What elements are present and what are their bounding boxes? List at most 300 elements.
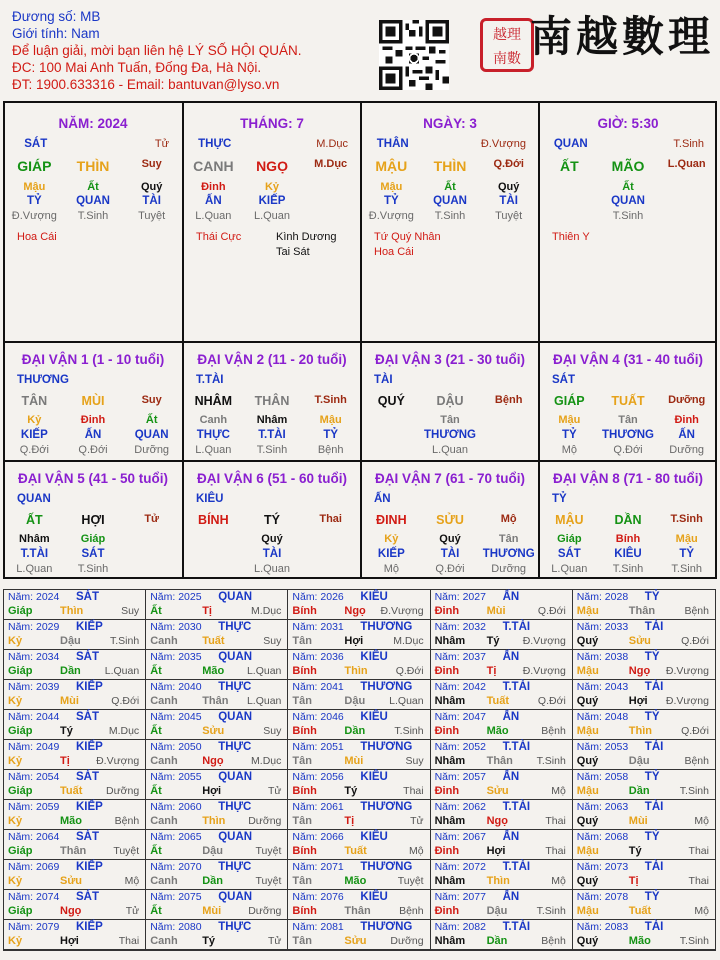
year-branch: Mão	[344, 875, 367, 887]
year-stage: Mộ	[551, 785, 566, 797]
year-label: Năm: 2056	[292, 771, 344, 783]
year-stem: Tân	[292, 935, 312, 947]
year-stage: M.Dục	[108, 725, 140, 737]
year-cell	[288, 680, 430, 710]
year-cell	[4, 710, 146, 740]
dai-van-stem-branch-row	[540, 513, 716, 527]
qr-code-icon[interactable]	[379, 20, 449, 90]
spacer	[657, 195, 716, 207]
year-branch: Tý	[202, 935, 216, 947]
year-label: Năm: 2074	[8, 891, 60, 903]
year-label: Năm: 2052	[434, 741, 486, 753]
heavenly-stem: ẤT	[560, 158, 579, 174]
hidden-ten-god: TÀI	[262, 548, 282, 560]
dai-van-6	[184, 462, 360, 579]
pillar-4	[540, 103, 716, 339]
year-stage: Dưỡng	[248, 815, 282, 827]
hidden-stem-row	[540, 533, 716, 545]
year-branch: Tị	[486, 665, 497, 677]
hidden-ten-god: T.TÀI	[20, 548, 49, 560]
year-stage: Dưỡng	[390, 935, 424, 947]
year-label: Năm: 2031	[292, 621, 344, 633]
year-stage: Tử	[410, 815, 424, 827]
shen-sha: Tứ Quý Nhân	[374, 231, 441, 243]
year-stage: Đ.Vượng	[522, 665, 566, 677]
hidden-stem: Quý	[261, 533, 283, 545]
year-cell	[146, 800, 288, 830]
year-stage: Tử	[125, 905, 140, 917]
year-stem: Mậu	[576, 665, 599, 677]
year-cell	[573, 860, 715, 890]
hidden-stage-row	[184, 444, 360, 456]
year-stage: Tử	[267, 935, 282, 947]
year-stem: Tân	[292, 635, 312, 647]
year-label: Năm: 2068	[576, 831, 629, 843]
hidden-stage: Dưỡng	[491, 563, 527, 575]
year-stage: Thai	[545, 815, 566, 827]
hidden-stage-row	[540, 210, 716, 222]
earthly-branch: MÃO	[611, 158, 645, 174]
year-stem: Đinh	[434, 785, 460, 797]
year-cell	[288, 740, 430, 770]
dai-van-stem-branch-row	[5, 513, 181, 527]
pillar-notes	[196, 230, 241, 245]
spacer	[301, 533, 360, 545]
year-stem: Giáp	[8, 665, 33, 677]
hidden-stage-row	[362, 210, 538, 222]
year-branch: Dần	[344, 725, 366, 737]
earthly-branch: NGỌ	[256, 158, 288, 174]
hidden-ten-god-row	[5, 195, 181, 207]
ten-god: SÁT	[24, 138, 48, 150]
year-label: Năm: 2051	[292, 741, 344, 753]
hidden-stage: L.Quan	[16, 563, 53, 575]
year-branch: Sửu	[202, 725, 225, 737]
year-branch: Thìn	[628, 725, 653, 737]
year-ten-god: SÁT	[76, 591, 99, 603]
year-stem: Mậu	[576, 785, 599, 797]
year-stage: Thai	[545, 845, 566, 857]
spacer	[479, 414, 538, 426]
hidden-stage-row	[5, 563, 181, 575]
pillar-2	[184, 103, 360, 339]
year-ten-god: T.TÀI	[502, 801, 531, 813]
year-stem: Giáp	[8, 725, 33, 737]
year-stage: Q.Đới	[395, 665, 424, 677]
year-ten-god: THỰC	[218, 681, 252, 693]
year-stage: Bệnh	[541, 935, 566, 947]
year-branch: Ngọ	[628, 665, 651, 677]
year-branch: Thìn	[344, 665, 368, 677]
year-ten-god: SÁT	[76, 651, 99, 663]
year-cell	[146, 920, 288, 950]
year-stem: Ất	[150, 905, 162, 917]
year-ten-god: ẤN	[502, 711, 520, 723]
year-label: Năm: 2030	[150, 621, 202, 633]
year-stem: Quý	[576, 755, 599, 767]
brand-title: 南越數理	[529, 12, 714, 61]
year-cell	[573, 710, 715, 740]
year-stage: T.Sinh	[536, 905, 566, 917]
year-stage: Dưỡng	[106, 785, 140, 797]
year-label: Năm: 2063	[576, 801, 629, 813]
hidden-stage: T.Sinh	[612, 210, 644, 222]
spacer	[184, 548, 243, 560]
stage: M.Dục	[316, 138, 348, 150]
year-ten-god: KIẾP	[76, 741, 103, 753]
hidden-ten-god: THƯƠNG	[424, 429, 476, 441]
year-ten-god: KIÊU	[360, 591, 388, 603]
spacer	[362, 414, 421, 426]
year-stem: Đinh	[434, 725, 460, 737]
year-cell	[4, 920, 146, 950]
year-label: Năm: 2060	[150, 801, 202, 813]
year-stage: Đ.Vượng	[665, 695, 709, 707]
year-cell	[288, 800, 430, 830]
year-label: Năm: 2055	[150, 771, 202, 783]
year-label: Năm: 2036	[292, 651, 344, 663]
year-stage: Tuyệt	[255, 875, 282, 887]
life-stage: Suy	[141, 394, 162, 406]
hidden-ten-god-row	[540, 429, 716, 441]
year-ten-god: T.TÀI	[502, 921, 531, 933]
hidden-stage-row	[540, 444, 716, 456]
year-label: Năm: 2028	[576, 591, 629, 603]
year-stem: Canh	[150, 755, 178, 767]
year-label: Năm: 2079	[8, 921, 60, 933]
hidden-ten-god-row	[540, 195, 716, 207]
year-label: Năm: 2029	[8, 621, 60, 633]
year-stage: T.Sinh	[679, 785, 709, 797]
hidden-stage: Dưỡng	[134, 444, 170, 456]
year-label: Năm: 2082	[434, 921, 486, 933]
heavenly-stem: MẬU	[555, 513, 584, 527]
dai-van-1	[5, 343, 181, 460]
hidden-stage: L.Quan	[431, 444, 469, 456]
year-cell	[146, 620, 288, 650]
year-stage: Mộ	[694, 815, 709, 827]
year-stage: T.Sinh	[679, 935, 709, 947]
year-cell	[4, 680, 146, 710]
year-stem: Đinh	[434, 905, 460, 917]
year-ten-god: THƯƠNG	[360, 741, 413, 753]
year-ten-god: T.TÀI	[502, 861, 531, 873]
year-ten-god: ẤN	[502, 891, 520, 903]
year-stage: L.Quan	[246, 695, 282, 707]
year-branch: Sửu	[628, 635, 651, 647]
spacer	[122, 563, 181, 575]
earthly-branch: DẦN	[614, 513, 642, 527]
year-ten-god: KIẾP	[76, 621, 103, 633]
annual-luck-grid	[3, 589, 716, 951]
pillar-stem-branch-row	[184, 158, 360, 174]
year-stem: Mậu	[576, 845, 599, 857]
dai-van-ten-god: KIÊU	[196, 493, 224, 505]
year-label: Năm: 2061	[292, 801, 344, 813]
year-stem: Ất	[150, 845, 162, 857]
hidden-stage: L.Quan	[253, 210, 291, 222]
hidden-stage: Q.Đới	[19, 444, 49, 456]
year-cell	[431, 740, 573, 770]
hidden-stem-row	[5, 533, 181, 545]
year-stem: Quý	[576, 635, 599, 647]
stage: T.Sinh	[673, 138, 704, 150]
year-ten-god: THƯƠNG	[360, 861, 413, 873]
life-stage: Q.Đới	[493, 158, 524, 170]
year-branch: Mùi	[486, 605, 506, 617]
year-cell	[431, 920, 573, 950]
hidden-ten-god: QUAN	[611, 195, 645, 207]
hidden-ten-god: TỶ	[561, 429, 577, 441]
hidden-stage: T.Sinh	[612, 563, 644, 575]
hidden-ten-god: SÁT	[81, 548, 105, 560]
year-branch: Tị	[202, 605, 212, 617]
hidden-stem: Ất	[622, 181, 634, 193]
hidden-ten-god: TÀI	[440, 548, 460, 560]
year-label: Năm: 2043	[576, 681, 629, 693]
hidden-stem: Mậu	[23, 181, 46, 193]
spacer	[602, 138, 653, 150]
year-stem: Nhâm	[434, 635, 466, 647]
year-stage: Q.Đới	[537, 605, 566, 617]
hidden-ten-god: QUAN	[134, 429, 169, 441]
year-ten-god: KIẾP	[76, 801, 103, 813]
hidden-ten-god: TỶ	[323, 429, 339, 441]
shen-sha: Thiên Y	[552, 231, 590, 243]
year-label: Năm: 2080	[150, 921, 202, 933]
year-label: Năm: 2069	[8, 861, 60, 873]
hidden-ten-god: SÁT	[557, 548, 581, 560]
dai-van-stem-branch-row	[184, 513, 360, 527]
pillar-stem-branch-row	[362, 158, 538, 174]
year-cell	[431, 680, 573, 710]
year-ten-god: KIÊU	[360, 831, 388, 843]
year-branch: Dần	[60, 665, 81, 677]
shen-sha: Tai Sát	[276, 246, 310, 258]
hidden-stem-row	[184, 414, 360, 426]
hidden-ten-god: KIẾP	[20, 429, 48, 441]
year-branch: Thân	[628, 605, 656, 617]
year-stem: Canh	[150, 695, 178, 707]
dai-van-stem-branch-row	[5, 394, 181, 408]
year-stem: Đinh	[434, 845, 460, 857]
year-cell	[146, 890, 288, 920]
year-ten-god: ẤN	[502, 651, 520, 663]
spacer	[301, 563, 360, 575]
year-ten-god: TỶ	[644, 831, 660, 843]
year-stage: Mộ	[124, 875, 140, 887]
life-stage: Tử	[144, 513, 160, 525]
hidden-stem-row	[5, 181, 181, 193]
life-stage: M.Dục	[314, 158, 348, 170]
year-stage: Đ.Vượng	[96, 755, 140, 767]
year-stage: Bệnh	[684, 605, 709, 617]
year-branch: Dậu	[344, 695, 366, 707]
life-stage: Mộ	[500, 513, 517, 525]
year-branch: Tị	[60, 755, 70, 767]
year-cell	[431, 590, 573, 620]
year-ten-god: TÀI	[644, 741, 664, 753]
year-branch: Sửu	[60, 875, 83, 887]
spacer	[479, 444, 538, 456]
earthly-branch: TÝ	[264, 513, 280, 527]
year-ten-god: SÁT	[76, 771, 99, 783]
year-stem: Kỷ	[8, 635, 23, 647]
hidden-stage: Tuyệt	[495, 210, 523, 222]
year-branch: Hợi	[486, 845, 506, 857]
year-stem: Canh	[150, 875, 178, 887]
year-cell	[146, 860, 288, 890]
year-branch: Mùi	[202, 905, 222, 917]
year-ten-god: TÀI	[644, 621, 664, 633]
dai-van-5	[5, 462, 181, 579]
year-branch: Thân	[202, 695, 229, 707]
year-label: Năm: 2073	[576, 861, 629, 873]
dai-van-title: ĐẠI VẬN 7 (61 - 70 tuổi)	[374, 471, 526, 486]
year-stage: Suy	[121, 605, 140, 617]
year-branch: Mão	[60, 815, 82, 827]
hidden-ten-god-row	[5, 429, 181, 441]
year-stem: Đinh	[434, 605, 460, 617]
year-cell	[431, 800, 573, 830]
year-ten-god: QUAN	[218, 711, 253, 723]
hidden-stem-row	[540, 181, 716, 193]
year-label: Năm: 2050	[150, 741, 202, 753]
hidden-ten-god-row	[184, 429, 360, 441]
dai-van-title: ĐẠI VẬN 1 (1 - 10 tuổi)	[21, 352, 165, 367]
hidden-ten-god: ẤN	[205, 195, 222, 207]
earthly-branch: THÂN	[254, 394, 290, 408]
year-stage: M.Dục	[251, 755, 282, 767]
hidden-ten-god-row	[184, 195, 360, 207]
year-branch: Dần	[628, 785, 650, 797]
heavenly-stem: GIÁP	[17, 158, 52, 174]
hidden-ten-god: KIÊU	[614, 548, 642, 560]
year-branch: Hợi	[60, 935, 79, 947]
year-ten-god: TÀI	[644, 801, 664, 813]
dai-van-title: ĐẠI VẬN 6 (51 - 60 tuổi)	[196, 471, 348, 486]
year-ten-god: TÀI	[644, 921, 664, 933]
year-stage: Suy	[263, 635, 282, 647]
year-branch: Sửu	[486, 785, 509, 797]
year-stem: Bính	[292, 785, 317, 797]
spacer	[301, 548, 360, 560]
year-cell	[288, 620, 430, 650]
year-branch: Tuất	[60, 785, 83, 797]
year-stage: Tuyệt	[255, 845, 282, 857]
dai-van-stem-branch-row	[362, 394, 538, 408]
pillar-star-row	[5, 138, 181, 150]
year-ten-god: ẤN	[502, 771, 520, 783]
dai-van-ten-god: TÀI	[374, 374, 393, 386]
year-label: Năm: 2064	[8, 831, 60, 843]
spacer	[540, 195, 599, 207]
year-branch: Ngọ	[344, 605, 366, 617]
year-branch: Mão	[628, 935, 651, 947]
year-stage: Mộ	[551, 875, 566, 887]
year-stem: Kỷ	[8, 815, 23, 827]
hidden-stem: Mậu	[380, 181, 403, 193]
year-ten-god: QUAN	[218, 891, 253, 903]
spacer	[424, 138, 475, 150]
heavenly-stem: NHÂM	[194, 394, 233, 408]
year-branch: Dậu	[202, 845, 223, 857]
year-label: Năm: 2057	[434, 771, 486, 783]
year-label: Năm: 2070	[150, 861, 202, 873]
stage: Đ.Vượng	[480, 138, 526, 150]
year-stage: L.Quan	[246, 665, 282, 677]
gender-line: Giới tính: Nam	[12, 26, 100, 41]
year-ten-god: ẤN	[502, 831, 520, 843]
hidden-stem: Ất	[87, 181, 99, 193]
pillar-notes	[17, 230, 57, 245]
year-stem: Tân	[292, 755, 312, 767]
year-branch: Tuất	[344, 845, 367, 857]
year-stem: Giáp	[8, 605, 33, 617]
hidden-ten-god: TÀI	[499, 195, 518, 207]
year-ten-god: THỰC	[218, 861, 252, 873]
earthly-branch: THÌN	[433, 158, 467, 174]
life-stage: Suy	[141, 158, 162, 170]
hidden-ten-god: ẤN	[678, 429, 695, 441]
hidden-stage: T.Sinh	[77, 210, 109, 222]
year-branch: Thân	[344, 905, 371, 917]
heavenly-stem: ẤT	[26, 513, 43, 527]
year-label: Năm: 2049	[8, 741, 60, 753]
year-ten-god: SÁT	[76, 891, 99, 903]
shen-sha: Hoa Cái	[17, 231, 57, 243]
dai-van-ten-god: THƯƠNG	[17, 374, 69, 386]
year-stem: Nhâm	[434, 755, 466, 767]
ten-god: QUAN	[553, 138, 588, 150]
hidden-ten-god-row	[362, 429, 538, 441]
year-label: Năm: 2035	[150, 651, 202, 663]
earthly-branch: DẬU	[436, 394, 464, 408]
year-label: Năm: 2071	[292, 861, 344, 873]
dai-van-ten-god: ẤN	[374, 493, 391, 505]
year-cell	[4, 890, 146, 920]
year-branch: Thìn	[60, 605, 84, 617]
year-cell	[573, 890, 715, 920]
earthly-branch: SỬU	[436, 513, 464, 527]
year-ten-god: THỰC	[218, 801, 252, 813]
hidden-stem: Đinh	[80, 414, 106, 426]
hidden-stage: Đ.Vượng	[368, 210, 414, 222]
dai-van-8	[540, 462, 716, 579]
hidden-stem: Đinh	[674, 414, 699, 426]
year-branch: Mão	[202, 665, 225, 677]
year-stage: L.Quan	[104, 665, 140, 677]
year-label: Năm: 2078	[576, 891, 629, 903]
year-branch: Mùi	[60, 695, 79, 707]
year-ten-god: KIÊU	[360, 891, 388, 903]
year-cell	[146, 650, 288, 680]
year-ten-god: THƯƠNG	[360, 921, 413, 933]
year-cell	[573, 740, 715, 770]
year-label: Năm: 2062	[434, 801, 486, 813]
hidden-stage: L.Quan	[195, 444, 232, 456]
year-cell	[288, 920, 430, 950]
year-stage: Thai	[403, 785, 424, 797]
dai-van-stem-branch-row	[184, 394, 360, 408]
year-branch: Dậu	[628, 755, 650, 767]
shen-sha: Hoa Cái	[374, 246, 414, 258]
year-label: Năm: 2045	[150, 711, 202, 723]
spacer	[657, 210, 716, 222]
year-stem: Ất	[150, 665, 162, 677]
year-stem: Nhâm	[434, 875, 466, 887]
year-stem: Canh	[150, 635, 178, 647]
